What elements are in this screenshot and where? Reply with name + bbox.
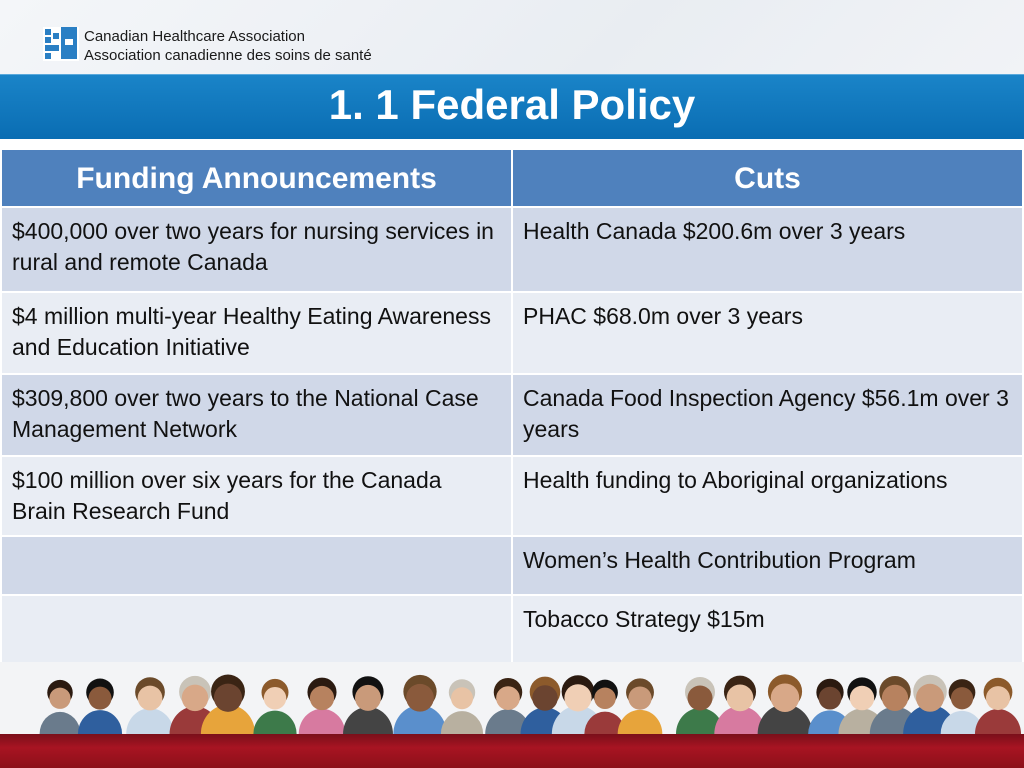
cuts-cell: Canada Food Inspection Agency $56.1m over 3 years <box>512 374 1023 456</box>
person-face <box>882 685 908 711</box>
person-face <box>819 687 842 710</box>
funding-cell: $309,800 over two years to the National Case Management Network <box>1 374 512 456</box>
cuts-cell: Health Canada $200.6m over 3 years <box>512 207 1023 292</box>
person-face <box>451 687 473 709</box>
cuts-cell: Tobacco Strategy $15m <box>512 595 1023 665</box>
policy-table <box>0 148 1024 666</box>
person-face <box>688 686 713 711</box>
people-illustration <box>0 662 1024 734</box>
org-name-english: Canadian Healthcare Association <box>84 28 305 45</box>
person-face <box>406 684 434 712</box>
title-band <box>0 74 1024 139</box>
person-face <box>986 686 1010 710</box>
person-body <box>126 708 174 734</box>
column-header-funding: Funding Announcements <box>1 149 512 207</box>
person-face <box>951 687 973 709</box>
person-body <box>975 709 1021 734</box>
table-row <box>1 292 1023 374</box>
person-body <box>78 710 122 734</box>
people-group-photo <box>0 662 1024 734</box>
funding-cell: $100 million over six years for the Canada Brain Research Fund <box>1 456 512 536</box>
person-body <box>618 710 663 734</box>
person-face <box>264 687 287 710</box>
person-face <box>916 684 944 712</box>
cuts-cell: Health funding to Aboriginal organizations <box>512 456 1023 536</box>
person-body <box>253 711 296 734</box>
person-face <box>771 683 800 712</box>
person-face <box>138 686 163 711</box>
funding-cell: $4 million multi-year Healthy Eating Awareness and Education Initiative <box>1 292 512 374</box>
person-face <box>214 684 242 712</box>
cha-logo-icon <box>43 25 79 61</box>
person-face <box>89 687 112 710</box>
table-row <box>1 207 1023 292</box>
person-face <box>564 684 591 711</box>
funding-cell <box>1 595 512 665</box>
person-face <box>496 686 520 710</box>
person-face <box>49 688 70 709</box>
person-face <box>182 685 209 712</box>
footer-bar <box>0 734 1024 768</box>
funding-cell <box>1 536 512 595</box>
person-body <box>299 709 346 734</box>
column-header-cuts: Cuts <box>512 149 1023 207</box>
table-header-row <box>1 149 1023 207</box>
person-body <box>441 711 483 734</box>
person-face <box>628 687 651 710</box>
slide-title: 1. 1 Federal Policy <box>328 81 696 128</box>
table-row <box>1 595 1023 665</box>
person-face <box>727 684 754 711</box>
org-name-french: Association canadienne des soins de santé <box>84 47 372 64</box>
table-row <box>1 456 1023 536</box>
person-body <box>40 712 81 734</box>
slide-header <box>0 0 1024 74</box>
person-face <box>532 685 558 711</box>
person-body <box>343 707 393 734</box>
funding-cell: $400,000 over two years for nursing services in rural and remote Canada <box>1 207 512 292</box>
cuts-cell: PHAC $68.0m over 3 years <box>512 292 1023 374</box>
person-face <box>310 686 334 710</box>
cuts-cell: Women’s Health Contribution Program <box>512 536 1023 595</box>
person-face <box>594 688 616 710</box>
table-row <box>1 374 1023 456</box>
person-face <box>850 686 875 711</box>
person-face <box>355 685 381 711</box>
table-row <box>1 536 1023 595</box>
